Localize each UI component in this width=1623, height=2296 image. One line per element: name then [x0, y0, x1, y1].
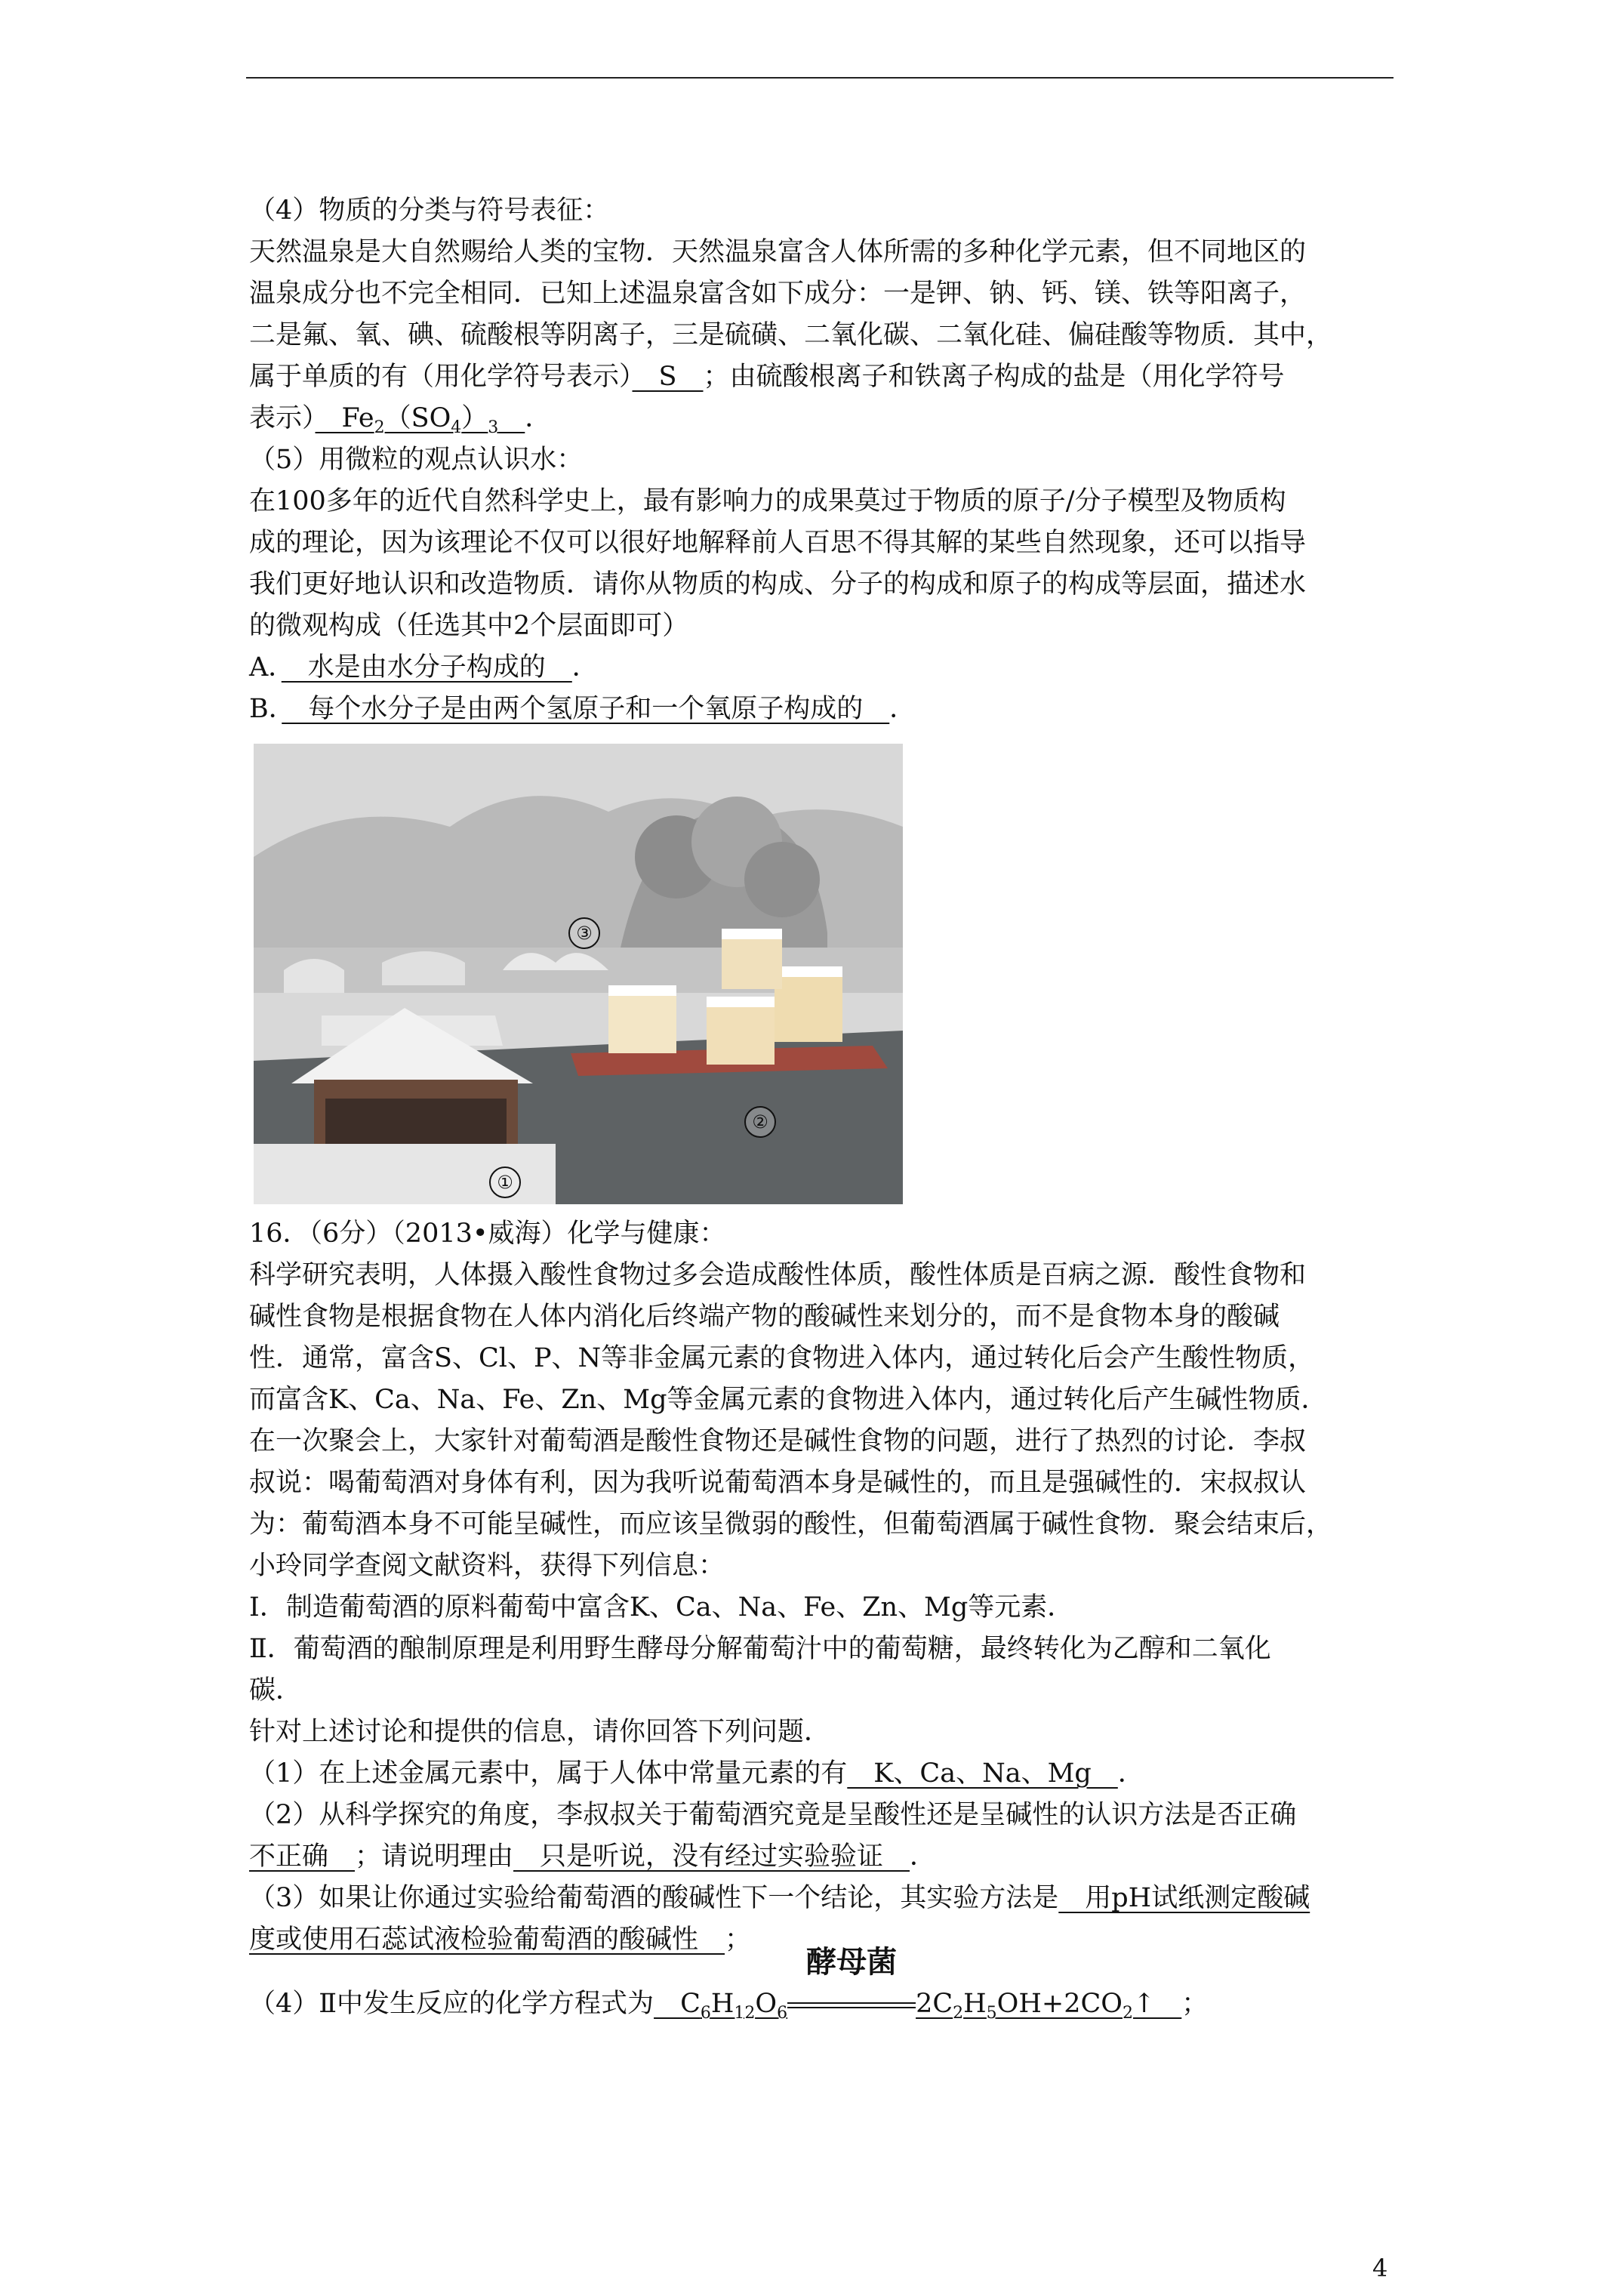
answer-3: 用pH试纸测定酸碱: [1058, 1883, 1310, 1913]
marker-1: ①: [489, 1166, 521, 1198]
paragraph-line: 而富含K、Ca、Na、Fe、Zn、Mg等金属元素的食物进入体内，通过转化后产生碱性物质．: [249, 1385, 1328, 1415]
sub-question-3-cont: 度或使用石蕊试液检验葡萄酒的酸碱性 ；: [249, 1925, 752, 1955]
sub-question-1: （1）在上述金属元素中，属于人体中常量元素的有 K、Ca、Na、Mg ．: [249, 1758, 1144, 1789]
answer-a: 水是由水分子构成的: [281, 652, 572, 683]
answer-1: K、Ca、Na、Mg: [847, 1758, 1118, 1789]
paragraph-line: 我们更好地认识和改造物质．请你从物质的构成、分子的构成和原子的构成等层面，描述水: [249, 569, 1307, 599]
paragraph-line: 表示） $Fe_2(SO_4)_3$ ．: [249, 403, 552, 437]
answer-b: 每个水分子是由两个氢原子和一个氧原子构成的: [282, 694, 890, 724]
header-rule: [246, 77, 1394, 79]
part5-title: （5）用微粒的观点认识水：: [249, 445, 584, 475]
paragraph-line: 天然温泉是大自然赐给人类的宝物．天然温泉富含人体所需的多种化学元素，但不同地区的: [249, 237, 1307, 267]
answer-3-cont: 度或使用石蕊试液检验葡萄酒的酸碱性: [249, 1925, 725, 1955]
reaction-arrow: [787, 1945, 916, 2025]
info-item-2-cont: 碳．: [249, 1675, 303, 1706]
paragraph-line: 属于单质的有（用化学符号表示） S ；由硫酸根离子和铁离子构成的盐是（用化学符号: [249, 362, 1285, 392]
paragraph-line: 的微观构成（任选其中2个层面即可）: [249, 611, 689, 641]
paragraph-line: 针对上述讨论和提供的信息，请你回答下列问题．: [249, 1717, 831, 1747]
snowy-hot-spring-illustration: [254, 744, 903, 1204]
part4-title: （4）物质的分类与符号表征：: [249, 196, 610, 226]
answer-a-line: A． 水是由水分子构成的 ．: [249, 652, 599, 683]
paragraph-line: 为：葡萄酒本身不可能呈碱性，而应该呈微弱的酸性，但葡萄酒属于碱性食物．聚会结束后，: [249, 1509, 1333, 1539]
paragraph-line: 性．通常，富含S、Cl、P、N等非金属元素的食物进入体内，通过转化后会产生酸性物质，: [249, 1343, 1315, 1373]
sub-question-3: （3）如果让你通过实验给葡萄酒的酸碱性下一个结论，其实验方法是 用pH试纸测定酸碱: [249, 1883, 1310, 1913]
hot-spring-photo: [254, 744, 903, 1204]
info-item-1: Ⅰ．制造葡萄酒的原料葡萄中富含K、Ca、Na、Fe、Zn、Mg等元素．: [249, 1592, 1074, 1623]
answer-2b: 只是听说，没有经过实验验证: [513, 1841, 910, 1872]
info-item-2: Ⅱ．葡萄酒的酿制原理是利用野生酵母分解葡萄汁中的葡萄糖，最终转化为乙醇和二氧化: [249, 1634, 1271, 1664]
sub-question-2-cont: 不正确 ；请说明理由 只是听说，没有经过实验验证 ．: [249, 1841, 937, 1872]
paragraph-line: 温泉成分也不完全相同．已知上述温泉富含如下成分：一是钾、钠、钙、镁、铁等阳离子，: [249, 279, 1307, 309]
paragraph-line: 叔说：喝葡萄酒对身体有利，因为我听说葡萄酒本身是碱性的，而且是强碱性的．宋叔叔认: [249, 1468, 1307, 1498]
sub-question-4: （4）Ⅱ中发生反应的化学方程式为 $C_6H_{12}O_6$ 酵母菌 $2C_2H_5OH+2CO_2↑$ ；: [249, 1983, 1397, 2025]
paragraph-line: 成的理论，因为该理论不仅可以很好地解释前人百思不得其解的某些自然现象，还可以指导: [249, 528, 1307, 558]
answer-b-line: B． 每个水分子是由两个氢原子和一个氧原子构成的 ．: [249, 694, 916, 724]
paragraph-line: 碱性食物是根据食物在人体内消化后终端产物的酸碱性来划分的，而不是食物本身的酸碱: [249, 1302, 1280, 1332]
marker-3: ③: [568, 917, 600, 949]
page-number: 4: [1372, 2254, 1388, 2282]
answer-2a: 不正确: [249, 1841, 356, 1872]
answer-salt-formula: $Fe_2(SO_4)_3$: [315, 403, 499, 437]
paragraph-line: 二是氟、氧、碘、硫酸根等阴离子，三是硫磺、二氧化碳、二氧化硅、偏硅酸等物质．其中，: [249, 320, 1333, 350]
marker-2: ②: [744, 1106, 776, 1138]
page-content: [249, 190, 1397, 2025]
paragraph-line: 小玲同学查阅文献资料，获得下列信息：: [249, 1551, 725, 1581]
answer-element-symbol: S: [632, 362, 704, 392]
question-16-header: 16．（6分）（2013•威海）化学与健康：: [249, 1219, 726, 1249]
reaction-condition: 酵母菌: [806, 1945, 898, 1980]
paragraph-line: 在100多年的近代自然科学史上，最有影响力的成果莫过于物质的原子/分子模型及物质构: [249, 486, 1286, 516]
paragraph-line: 在一次聚会上，大家针对葡萄酒是酸性食物还是碱性食物的问题，进行了热烈的讨论．李叔: [249, 1426, 1307, 1456]
paragraph-line: 科学研究表明，人体摄入酸性食物过多会造成酸性体质，酸性体质是百病之源．酸性食物和: [249, 1260, 1307, 1290]
sub-question-2: （2）从科学探究的角度，李叔叔关于葡萄酒究竟是呈酸性还是呈碱性的认识方法是否正确: [249, 1800, 1297, 1830]
equation-answer: $C_6H_{12}O_6$ 酵母菌 $2C_2H_5OH+2CO_2↑$: [654, 1989, 1181, 2019]
